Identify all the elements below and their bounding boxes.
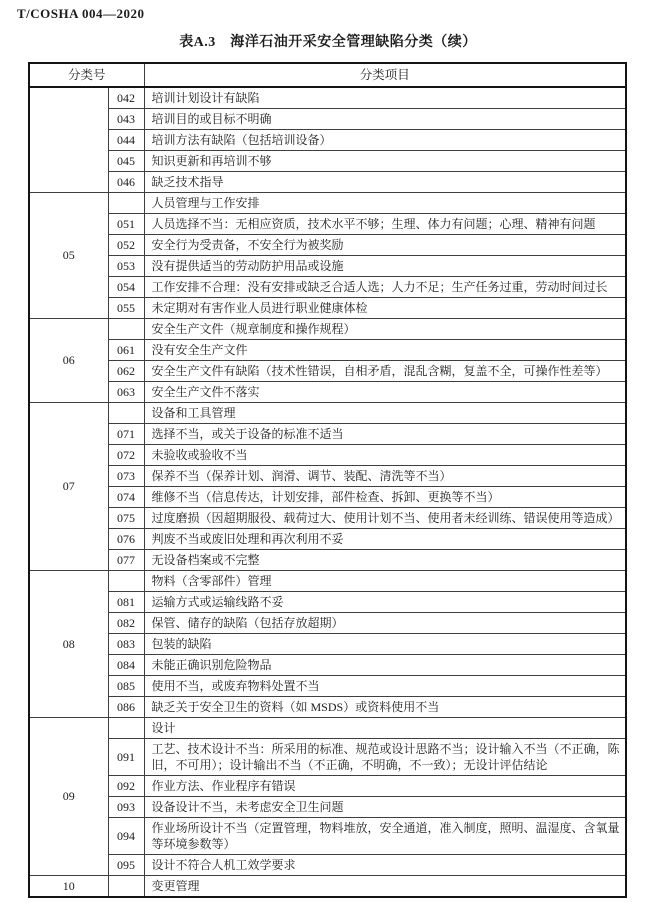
item-text-cell: 培训计划设计有缺陷 (144, 87, 626, 109)
item-code-cell (108, 571, 144, 592)
item-text-cell: 未定期对有害作业人员进行职业健康体检 (144, 298, 626, 319)
item-code-cell: 095 (108, 855, 144, 876)
table-row (29, 529, 626, 550)
item-code-cell: 042 (108, 87, 144, 109)
item-code-cell: 071 (108, 424, 144, 445)
header-classification-item: 分类项目 (144, 63, 626, 87)
table-row (29, 361, 626, 382)
item-code-cell (108, 403, 144, 424)
item-text-cell: 作业场所设计不当（定置管理，物料堆放，安全通道，准入制度，照明、温湿度、含氧量等环境参数等） (144, 818, 626, 855)
table-row (29, 277, 626, 298)
item-text-cell: 过度磨损（因超期服役、载荷过大、使用计划不当、使用者未经训练、错误使用等造成） (144, 508, 626, 529)
table-row (29, 613, 626, 634)
item-code-cell: 043 (108, 109, 144, 130)
group-number-cell: 06 (29, 319, 108, 403)
item-code-cell: 092 (108, 776, 144, 797)
table-row (29, 592, 626, 613)
item-text-cell: 使用不当，或废弃物料处置不当 (144, 676, 626, 697)
group-number-cell: 10 (29, 876, 108, 898)
item-code-cell: 082 (108, 613, 144, 634)
item-text-cell: 缺乏关于安全卫生的资料（如 MSDS）或资料使用不当 (144, 697, 626, 718)
item-text-cell: 无设备档案或不完整 (144, 550, 626, 571)
table-row (29, 508, 626, 529)
table-row (29, 172, 626, 193)
item-text-cell: 人员管理与工作安排 (144, 193, 626, 214)
item-code-cell (108, 876, 144, 898)
item-text-cell: 维修不当（信息传达，计划安排，部件检查、拆卸、更换等不当） (144, 487, 626, 508)
item-text-cell: 作业方法、作业程序有错误 (144, 776, 626, 797)
item-text-cell: 设备和工具管理 (144, 403, 626, 424)
item-code-cell: 054 (108, 277, 144, 298)
item-text-cell: 安全生产文件（规章制度和操作规程） (144, 319, 626, 340)
table-row (29, 818, 626, 855)
table-row (29, 87, 626, 109)
item-text-cell: 判废不当或废旧处理和再次利用不妥 (144, 529, 626, 550)
item-text-cell: 设备设计不当，未考虑安全卫生问题 (144, 797, 626, 818)
table-row (29, 487, 626, 508)
item-code-cell: 093 (108, 797, 144, 818)
item-code-cell (108, 718, 144, 739)
group-number-cell: 07 (29, 403, 108, 571)
header-row (29, 63, 626, 87)
table-row (29, 298, 626, 319)
item-text-cell: 设计 (144, 718, 626, 739)
table-title: 表A.3 海洋石油开采安全管理缺陷分类（续） (179, 35, 477, 50)
item-code-cell: 052 (108, 235, 144, 256)
item-code-cell: 076 (108, 529, 144, 550)
item-text-cell: 设计不符合人机工效学要求 (144, 855, 626, 876)
table-row (29, 739, 626, 776)
header-classification-number: 分类号 (29, 63, 144, 87)
item-text-cell: 工作安排不合理：没有安排或缺乏合适人选；人力不足；生产任务过重，劳动时间过长 (144, 277, 626, 298)
table-row (29, 718, 626, 739)
item-code-cell: 084 (108, 655, 144, 676)
item-code-cell: 075 (108, 508, 144, 529)
item-text-cell: 培训目的或目标不明确 (144, 109, 626, 130)
table-row (29, 193, 626, 214)
group-number-cell: 05 (29, 193, 108, 319)
table-row (29, 855, 626, 876)
item-text-cell: 包装的缺陷 (144, 634, 626, 655)
group-number-cell: 08 (29, 571, 108, 718)
table-row (29, 319, 626, 340)
item-text-cell: 保养不当（保养计划、润滑、调节、装配、清洗等不当） (144, 466, 626, 487)
item-text-cell: 安全生产文件有缺陷（技术性错误，自相矛盾，混乱含糊，复盖不全，可操作性差等） (144, 361, 626, 382)
table-row (29, 697, 626, 718)
item-code-cell: 046 (108, 172, 144, 193)
item-code-cell: 081 (108, 592, 144, 613)
item-text-cell: 人员选择不当：无相应资质，技术水平不够；生理、体力有问题；心理、精神有问题 (144, 214, 626, 235)
item-code-cell: 055 (108, 298, 144, 319)
item-code-cell: 086 (108, 697, 144, 718)
item-code-cell: 072 (108, 445, 144, 466)
classification-table (28, 62, 627, 898)
item-code-cell: 063 (108, 382, 144, 403)
table-row (29, 466, 626, 487)
table-row (29, 776, 626, 797)
table-row (29, 424, 626, 445)
table-body (29, 87, 626, 897)
table-row (29, 235, 626, 256)
table-row (29, 676, 626, 697)
table-row (29, 876, 626, 898)
item-code-cell: 073 (108, 466, 144, 487)
item-text-cell: 培训方法有缺陷（包括培训设备） (144, 130, 626, 151)
table-row (29, 340, 626, 361)
item-text-cell: 安全行为受责备，不安全行为被奖励 (144, 235, 626, 256)
table-row (29, 655, 626, 676)
item-text-cell: 选择不当，或关于设备的标准不适当 (144, 424, 626, 445)
table-row (29, 797, 626, 818)
item-code-cell (108, 193, 144, 214)
table-row (29, 571, 626, 592)
table-row (29, 214, 626, 235)
table-row (29, 109, 626, 130)
table-row (29, 151, 626, 172)
item-text-cell: 保管、储存的缺陷（包括存放超期） (144, 613, 626, 634)
item-code-cell: 044 (108, 130, 144, 151)
table-row (29, 445, 626, 466)
group-number-cell (29, 87, 108, 193)
item-code-cell: 061 (108, 340, 144, 361)
item-code-cell (108, 319, 144, 340)
item-text-cell: 未验收或验收不当 (144, 445, 626, 466)
doc-number: T/COSHA 004—2020 (17, 6, 145, 21)
table-row (29, 256, 626, 277)
item-code-cell: 094 (108, 818, 144, 855)
item-text-cell: 工艺、技术设计不当：所采用的标准、规范或设计思路不当；设计输入不当（不正确，陈旧，不可用）；设计输出不当（不正确，不明确，不一致）；无设计评估结论 (144, 739, 626, 776)
item-text-cell: 安全生产文件不落实 (144, 382, 626, 403)
item-text-cell: 缺乏技术指导 (144, 172, 626, 193)
group-number-cell: 09 (29, 718, 108, 876)
table-row (29, 403, 626, 424)
item-code-cell: 077 (108, 550, 144, 571)
table-row (29, 550, 626, 571)
item-code-cell: 083 (108, 634, 144, 655)
item-code-cell: 085 (108, 676, 144, 697)
item-text-cell: 没有安全生产文件 (144, 340, 626, 361)
item-code-cell: 091 (108, 739, 144, 776)
table-row (29, 634, 626, 655)
item-code-cell: 074 (108, 487, 144, 508)
table-row (29, 130, 626, 151)
item-code-cell: 051 (108, 214, 144, 235)
table-row (29, 382, 626, 403)
item-text-cell: 知识更新和再培训不够 (144, 151, 626, 172)
item-text-cell: 运输方式或运输线路不妥 (144, 592, 626, 613)
item-text-cell: 物料（含零部件）管理 (144, 571, 626, 592)
item-code-cell: 045 (108, 151, 144, 172)
item-text-cell: 变更管理 (144, 876, 626, 898)
item-text-cell: 没有提供适当的劳动防护用品或设施 (144, 256, 626, 277)
item-text-cell: 未能正确识别危险物品 (144, 655, 626, 676)
table-header (29, 63, 626, 87)
item-code-cell: 053 (108, 256, 144, 277)
item-code-cell: 062 (108, 361, 144, 382)
